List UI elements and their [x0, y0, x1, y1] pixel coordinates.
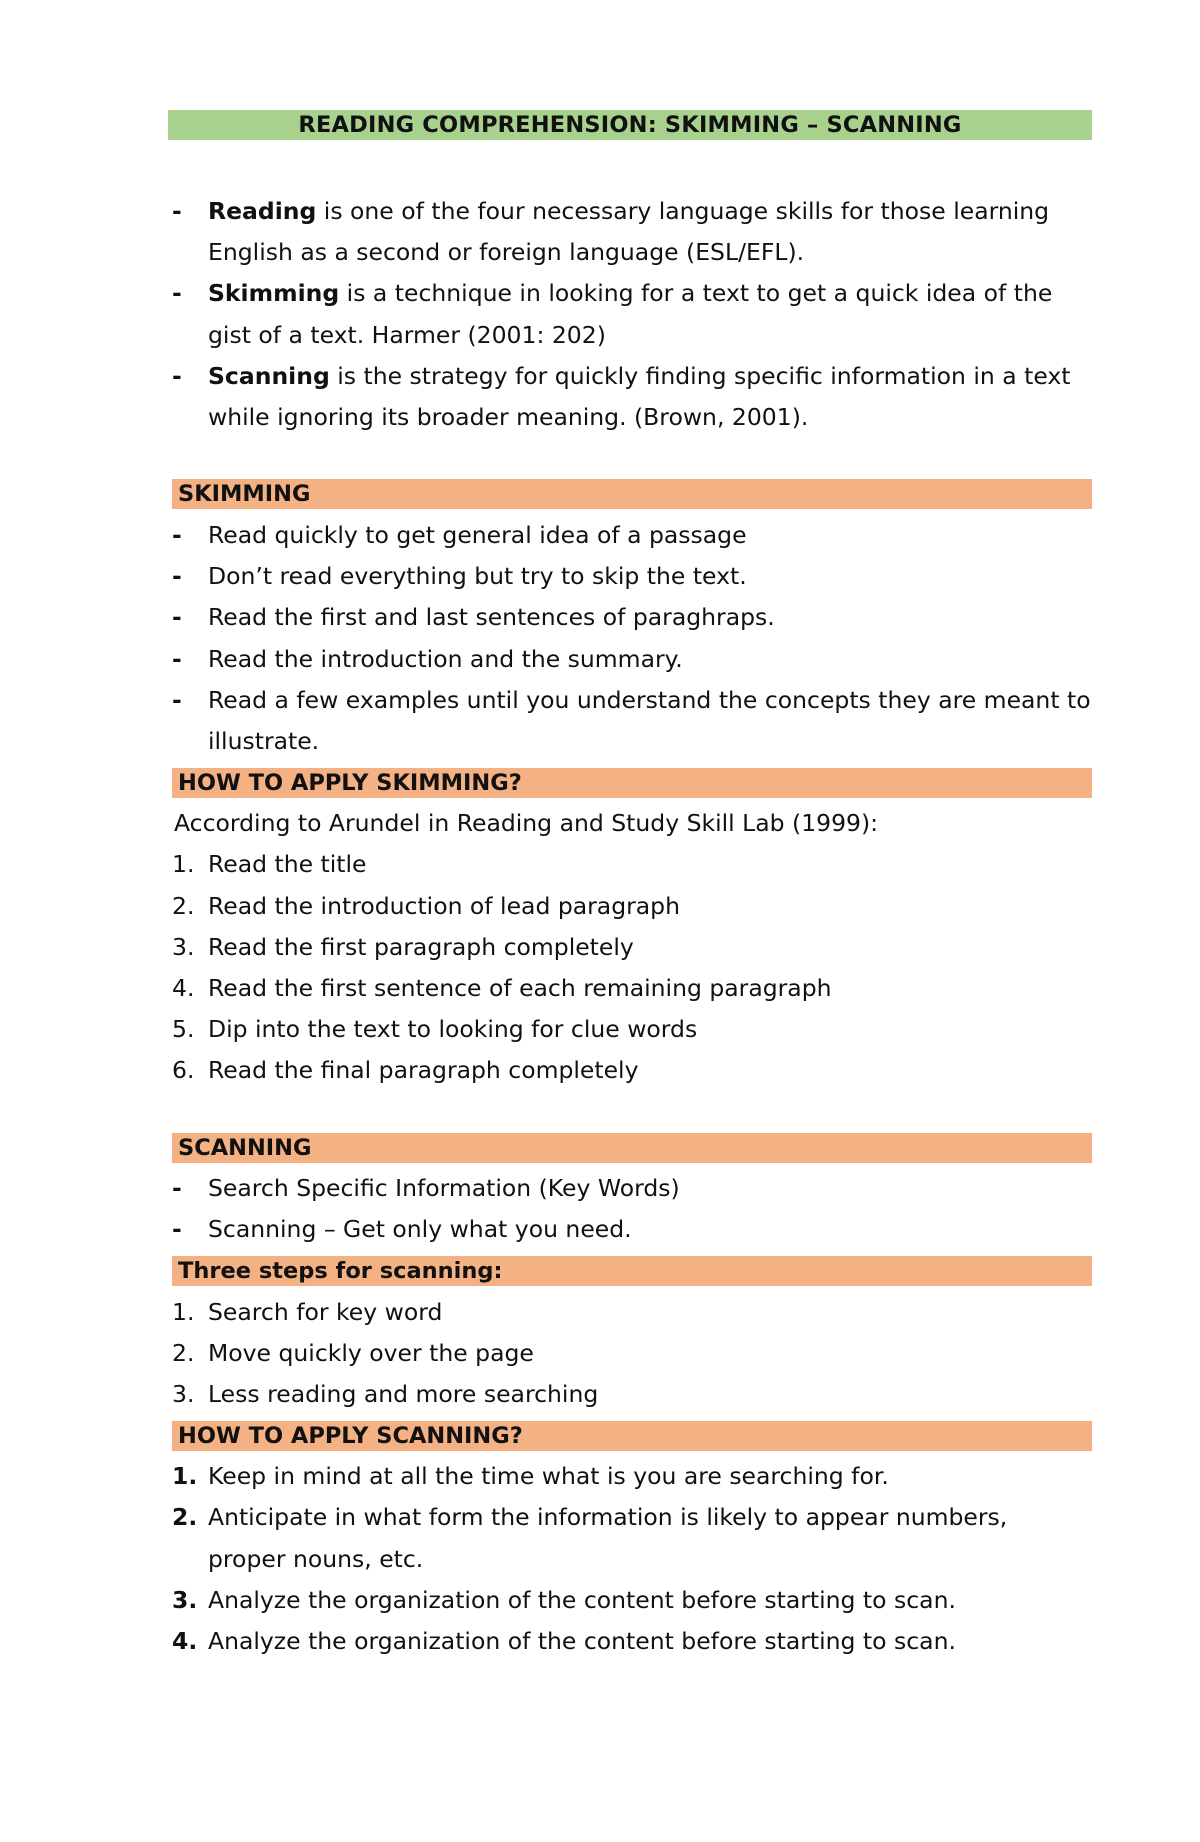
- list-item: [168, 556, 1092, 597]
- list-item-text: Move quickly over the page: [208, 1338, 534, 1367]
- bullet-marker: -: [172, 279, 182, 308]
- list-item: [168, 1580, 1092, 1621]
- apply-skimming-list: [168, 844, 1092, 1091]
- number-marker: 3.: [172, 1585, 198, 1614]
- section-heading-apply-skimming: HOW TO APPLY SKIMMING?: [172, 768, 1092, 798]
- list-item-text: Less reading and more searching: [208, 1380, 599, 1409]
- list-item-text: Anticipate in what form the information is likely to appear numbers, proper nouns, etc.: [208, 1503, 1008, 1573]
- bullet-marker: -: [172, 1215, 182, 1244]
- list-item-text: Dip into the text to looking for clue words: [208, 1015, 698, 1044]
- list-item-text: Don’t read everything but try to skip the text.: [208, 562, 747, 591]
- bullet-marker: -: [172, 603, 182, 632]
- bullet-marker: -: [172, 562, 182, 591]
- bullet-marker: -: [172, 520, 182, 549]
- definition-text: is a technique in looking for a text to get a quick idea of the gist of a text. Harmer (2001: 202): [208, 279, 1053, 349]
- list-item-text: Scanning – Get only what you need.: [208, 1215, 632, 1244]
- list-item: [168, 1497, 1092, 1579]
- term-reading: Reading: [208, 197, 317, 225]
- term-scanning: Scanning: [208, 361, 330, 390]
- list-item: [168, 191, 1092, 273]
- list-item-text: Read the introduction and the summary.: [208, 644, 683, 673]
- bullet-marker: -: [172, 197, 182, 225]
- list-item: [168, 356, 1092, 438]
- list-item: [168, 273, 1092, 355]
- number-marker: 4.: [172, 973, 195, 1002]
- list-item: [168, 515, 1092, 556]
- number-marker: 5.: [172, 1015, 195, 1044]
- three-steps-list: [168, 1292, 1092, 1416]
- list-item-text: Read quickly to get general idea of a passage: [208, 520, 747, 549]
- number-marker: 2.: [172, 891, 195, 920]
- number-marker: 6.: [172, 1056, 195, 1085]
- number-marker: 1.: [172, 1462, 198, 1491]
- bullet-marker: -: [172, 1174, 182, 1203]
- term-skimming: Skimming: [208, 279, 340, 308]
- definition-text: is the strategy for quickly finding specific information in a text while ignoring its broader meaning. (Brown, 2001).: [208, 361, 1071, 432]
- list-item: [168, 597, 1092, 638]
- skimming-list: [168, 515, 1092, 762]
- list-item-text: Keep in mind at all the time what is you are searching for.: [208, 1462, 889, 1491]
- apply-scanning-list: [168, 1456, 1092, 1662]
- list-item-text: Read a few examples until you understand the concepts they are meant to illustrate.: [208, 685, 1091, 755]
- list-item-text: Search Specific Information (Key Words): [208, 1174, 680, 1203]
- list-item-text: Read the introduction of lead paragraph: [208, 891, 680, 920]
- list-item: [168, 886, 1092, 927]
- list-item: [168, 1168, 1092, 1209]
- list-item: [168, 680, 1092, 762]
- list-item: [168, 844, 1092, 885]
- list-item: [168, 1209, 1092, 1250]
- scanning-list: [168, 1168, 1092, 1250]
- list-item: [168, 968, 1092, 1009]
- list-item: [168, 1621, 1092, 1662]
- definition-text: is one of the four necessary language skills for those learning English as a second or foreign language (ESL/EFL).: [208, 197, 1050, 267]
- section-heading-skimming: SKIMMING: [172, 479, 1092, 509]
- number-marker: 1.: [172, 1297, 195, 1326]
- list-item: [168, 639, 1092, 680]
- bullet-marker: -: [172, 685, 182, 714]
- number-marker: 3.: [172, 1380, 195, 1409]
- bullet-marker: -: [172, 361, 182, 390]
- number-marker: 2.: [172, 1338, 195, 1367]
- list-item-text: Analyze the organization of the content before starting to scan.: [208, 1627, 956, 1656]
- list-item-text: Search for key word: [208, 1297, 443, 1326]
- section-heading-apply-scanning: HOW TO APPLY SCANNING?: [172, 1421, 1092, 1451]
- document-page: [168, 110, 1092, 1662]
- list-item: [168, 1009, 1092, 1050]
- list-item-text: Read the final paragraph completely: [208, 1056, 639, 1085]
- section-heading-scanning: SCANNING: [172, 1133, 1092, 1163]
- section-heading-three-steps: Three steps for scanning:: [172, 1256, 1092, 1286]
- list-item-text: Analyze the organization of the content before starting to scan.: [208, 1585, 956, 1614]
- apply-skimming-intro: According to Arundel in Reading and Study Skill Lab (1999):: [174, 809, 879, 838]
- number-marker: 2.: [172, 1503, 198, 1532]
- list-item: [168, 1292, 1092, 1333]
- intro-list: [168, 191, 1092, 438]
- bullet-marker: -: [172, 644, 182, 673]
- document-title: READING COMPREHENSION: SKIMMING – SCANNING: [168, 110, 1092, 140]
- list-item-text: Read the first and last sentences of paraghraps.: [208, 603, 775, 632]
- list-item-text: Read the first paragraph completely: [208, 932, 634, 961]
- list-item-text: Read the title: [208, 850, 367, 879]
- number-marker: 1.: [172, 850, 195, 879]
- list-item: [168, 1333, 1092, 1374]
- list-item-text: Read the first sentence of each remaining paragraph: [208, 973, 832, 1002]
- number-marker: 4.: [172, 1627, 198, 1656]
- number-marker: 3.: [172, 932, 195, 961]
- list-item: [168, 1456, 1092, 1497]
- list-item: [168, 1050, 1092, 1091]
- list-item: [168, 927, 1092, 968]
- list-item: [168, 1374, 1092, 1415]
